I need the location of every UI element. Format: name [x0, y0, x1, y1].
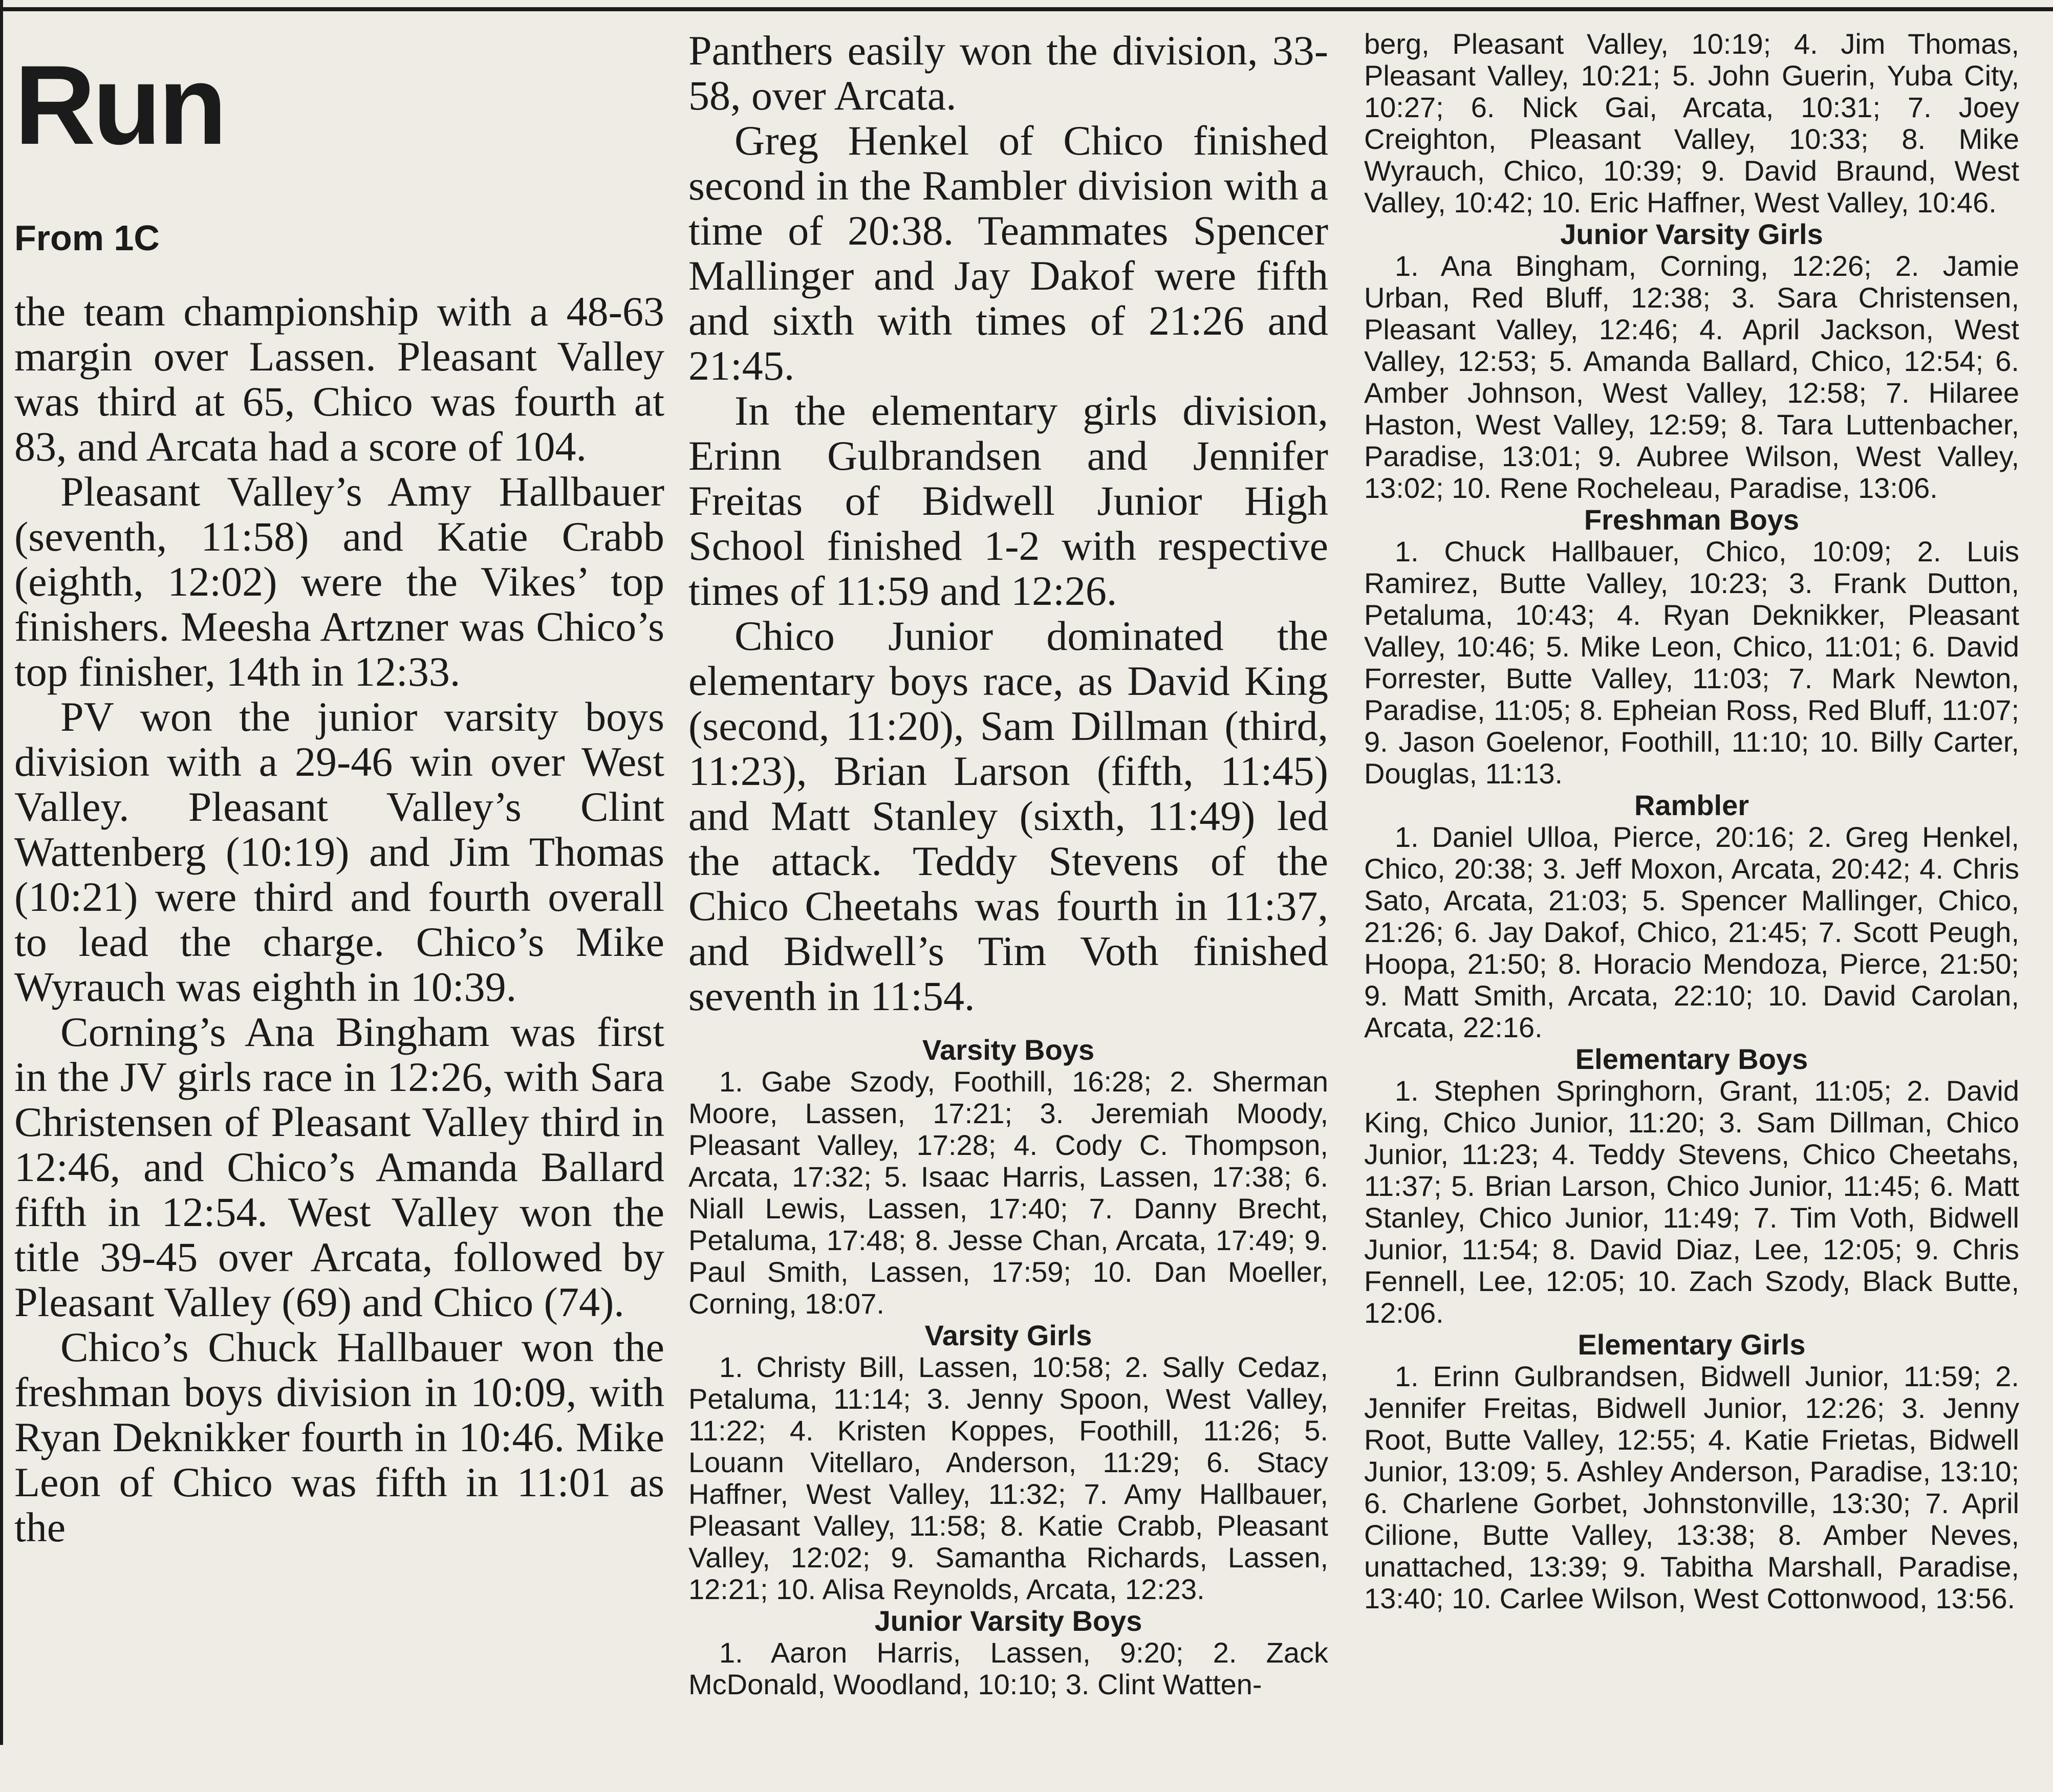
results-heading-elementary-boys: Elementary Boys	[1575, 1043, 1808, 1075]
story-body-1	[14, 289, 664, 1550]
results-freshman-boys: 1. Chuck Hallbauer, Chico, 10:09; 2. Luis Ramirez, Butte Valley, 10:23; 3. Frank Dutton, Petaluma, 10:43; 4. Ryan Deknikker, Pleasant Valley, 10:46; 5. Mike Leon, Chico, 11:01; 6. David Forrester, Butte Valley, 11:03; 7. Mark Newton, Paradise, 11:05; 8. Epheian Ross, Red Bluff, 11:07; 9. Jason Goelenor, Foothill, 11:10; 10. Billy Carter, Douglas, 11:13.	[1364, 535, 2019, 790]
results-elementary-girls: 1. Erinn Gulbrandsen, Bidwell Junior, 11:59; 2. Jennifer Freitas, Bidwell Junior, 12:26; 3. Jenny Root, Butte Valley, 12:55; 4. Katie Frietas, Bidwell Junior, 13:09; 5. Ashley Anderson, Paradise, 13:10; 6. Charlene Gorbet, Johnstonville, 13:30; 7. April Cilione, Butte Valley, 13:38; 8. Amber Neves, unattached, 13:39; 9. Tabitha Marshall, Paradise, 13:40; 10. Carlee Wilson, West Cottonwood, 13:56.	[1364, 1360, 2019, 1614]
results-rambler: 1. Daniel Ulloa, Pierce, 20:16; 2. Greg Henkel, Chico, 20:38; 3. Jeff Moxon, Arcata, 20:42; 4. Chris Sato, Arcata, 21:03; 5. Spencer Mallinger, Chico, 21:26; 6. Jay Dakof, Chico, 21:45; 7. Scott Peugh, Hoopa, 21:50; 8. Horacio Mendoza, Pierce, 21:50; 9. Matt Smith, Arcata, 22:10; 10. David Carolan, Arcata, 22:16.	[1364, 821, 2019, 1043]
paragraph: Panthers easily won the division, 33-58, over Arcata.	[688, 28, 1328, 119]
paragraph: Chico’s Chuck Hallbauer won the freshman boys division in 10:09, with Ryan Deknikker fourth in 10:46. Mike Leon of Chico was fifth in 11:01 as the	[14, 1324, 664, 1550]
story-body-2	[688, 28, 1328, 1019]
results-varsity-girls: 1. Christy Bill, Lassen, 10:58; 2. Sally Cedaz, Petaluma, 11:14; 3. Jenny Spoon, West Valley, 11:22; 4. Kristen Koppes, Foothill, 11:26; 5. Louann Vitellaro, Anderson, 11:29; 6. Stacy Haffner, West Valley, 11:32; 7. Amy Hallbauer, Pleasant Valley, 11:58; 8. Katie Crabb, Pleasant Valley, 12:02; 9. Samantha Richards, Lassen, 12:21; 10. Alisa Reynolds, Arcata, 12:23.	[688, 1351, 1328, 1605]
paragraph: In the elementary girls division, Erinn Gulbrandsen and Jennifer Freitas of Bidwell Junior High School finished 1-2 with respective times of 11:59 and 12:26.	[688, 387, 1328, 614]
column-1	[14, 28, 664, 1778]
results-heading-varsity-boys: Varsity Boys	[922, 1034, 1095, 1066]
results-varsity-boys: 1. Gabe Szody, Foothill, 16:28; 2. Sherman Moore, Lassen, 17:21; 3. Jeremiah Moody, Pleasant Valley, 17:28; 4. Cody C. Thompson, Arcata, 17:32; 5. Isaac Harris, Lassen, 17:38; 6. Niall Lewis, Lassen, 17:40; 7. Danny Brecht, Petaluma, 17:48; 8. Jesse Chan, Arcata, 17:49; 9. Paul Smith, Lassen, 17:59; 10. Dan Moeller, Corning, 18:07.	[688, 1065, 1328, 1320]
results-heading-jv-girls: Junior Varsity Girls	[1560, 218, 1823, 250]
paragraph: Chico Junior dominated the elementary boys race, as David King (second, 11:20), Sam Dillman (third, 11:23), Brian Larson (fifth, 11:45) and Matt Stanley (sixth, 11:49) led the attack. Teddy Stevens of the Chico Cheetahs was fourth in 11:37, and Bidwell’s Tim Voth finished seventh in 11:54.	[688, 613, 1328, 1019]
paragraph: PV won the junior varsity boys division with a 29-46 win over West Valley. Pleasant Valley’s Clint Wattenberg (10:19) and Jim Thomas (10:21) were third and fourth overall to lead the charge. Chico’s Mike Wyrauch was eighth in 10:39.	[14, 693, 664, 1010]
column-2	[688, 28, 1328, 1778]
results-heading-jv-boys: Junior Varsity Boys	[874, 1605, 1142, 1637]
column-3	[1364, 28, 2019, 1778]
paragraph: Greg Henkel of Chico finished second in the Rambler division with a time of 20:38. Teammates Spencer Mallinger and Jay Dakof were fifth and sixth with times of 21:26 and 21:45.	[688, 117, 1328, 389]
paragraph: Corning’s Ana Bingham was first in the JV girls race in 12:26, with Sara Christensen of Pleasant Valley third in 12:46, and Chico’s Amanda Ballard fifth in 12:54. West Valley won the title 39-45 over Arcata, followed by Pleasant Valley (69) and Chico (74).	[14, 1009, 664, 1325]
top-rule	[0, 7, 2053, 11]
results-heading-freshman-boys: Freshman Boys	[1584, 504, 1800, 536]
paragraph: Pleasant Valley’s Amy Hallbauer (seventh, 11:58) and Katie Crabb (eighth, 12:02) were the Vikes’ top finishers. Meesha Artzner was Chico’s top finisher, 14th in 12:33.	[14, 468, 664, 695]
results-jv-girls: 1. Ana Bingham, Corning, 12:26; 2. Jamie Urban, Red Bluff, 12:38; 3. Sara Christensen, Pleasant Valley, 12:46; 4. April Jackson, West Valley, 12:53; 5. Amanda Ballard, Chico, 12:54; 6. Amber Johnson, West Valley, 12:58; 7. Hilaree Haston, West Valley, 12:59; 8. Tara Luttenbacher, Paradise, 13:01; 9. Aubree Wilson, West Valley, 13:02; 10. Rene Rocheleau, Paradise, 13:06.	[1364, 250, 2019, 504]
results-jv-boys-part2: berg, Pleasant Valley, 10:19; 4. Jim Thomas, Pleasant Valley, 10:21; 5. John Guerin, Yuba City, 10:27; 6. Nick Gai, Arcata, 10:31; 7. Joey Creighton, Pleasant Valley, 10:33; 8. Mike Wyrauch, Chico, 10:39; 9. David Braund, West Valley, 10:42; 10. Eric Haffner, West Valley, 10:46.	[1364, 28, 2019, 218]
results-elementary-boys: 1. Stephen Springhorn, Grant, 11:05; 2. David King, Chico Junior, 11:20; 3. Sam Dillman, Chico Junior, 11:23; 4. Teddy Stevens, Chico Cheetahs, 11:37; 5. Brian Larson, Chico Junior, 11:45; 6. Matt Stanley, Chico Junior, 11:49; 7. Tim Voth, Bidwell Junior, 11:54; 8. David Diaz, Lee, 12:05; 9. Chris Fennell, Lee, 12:05; 10. Zach Szody, Black Butte, 12:06.	[1364, 1075, 2019, 1329]
results-heading-rambler: Rambler	[1634, 789, 1749, 821]
results-heading-varsity-girls: Varsity Girls	[924, 1319, 1092, 1351]
results-jv-boys-part1: 1. Aaron Harris, Lassen, 9:20; 2. Zack McDonald, Woodland, 10:10; 3. Clint Watten-	[688, 1636, 1328, 1700]
left-rule	[0, 0, 3, 1745]
paragraph: the team championship with a 48-63 margin over Lassen. Pleasant Valley was third at 65, Chico was fourth at 83, and Arcata had a score of 104.	[14, 288, 664, 470]
jump-line: From 1C	[14, 218, 160, 258]
headline: Run	[14, 42, 224, 168]
results-heading-elementary-girls: Elementary Girls	[1577, 1328, 1806, 1361]
